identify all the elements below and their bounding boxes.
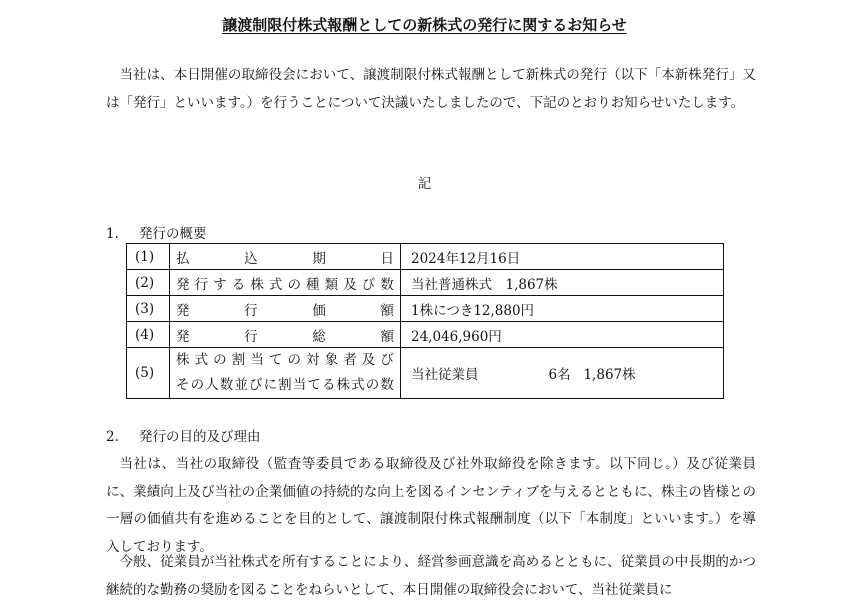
- row-index: (5): [127, 348, 170, 399]
- row-label-char: 割: [231, 352, 246, 368]
- row-label-char: て: [307, 377, 321, 393]
- row-label-char: る: [231, 276, 246, 293]
- allottee-count: 6名: [548, 367, 571, 383]
- row-value: [401, 348, 724, 399]
- row-label-char: 発: [176, 328, 190, 345]
- row-label: [170, 322, 401, 348]
- reason-paragraph: 今般、従業員が当社株式を所有することにより、経営参画意識を高めるとともに、従業員の中長期的かつ継続的な勤務の奨励を図ることをねらいとして、本日開催の取締役会において、当社従業員に: [106, 554, 756, 598]
- row-label-char: の: [287, 276, 301, 293]
- row-label-char: 額: [380, 328, 394, 345]
- row-label-char: 対: [306, 352, 320, 368]
- allotted-shares: 1,867株: [583, 367, 636, 383]
- row-label-char: 行: [244, 302, 258, 319]
- table-row: [127, 270, 724, 296]
- section-1-heading: [106, 222, 207, 242]
- row-label-char: 日: [380, 250, 394, 267]
- row-label-char: 発: [176, 302, 190, 319]
- row-index: (2): [127, 270, 170, 296]
- row-label-char: 行: [194, 276, 209, 293]
- row-label-line: [176, 373, 394, 398]
- row-label-char: の: [287, 352, 301, 368]
- section-number: 2.: [106, 429, 119, 445]
- row-label-char: 数: [380, 377, 394, 393]
- row-label-char: 行: [244, 328, 258, 345]
- row-label-char: 数: [380, 276, 394, 293]
- row-label-char: 当: [292, 377, 307, 393]
- row-value: 2024年12月16日: [401, 244, 724, 270]
- row-label-char: 総: [312, 328, 326, 345]
- row-label-char: 人: [205, 377, 219, 393]
- row-label: [170, 270, 401, 296]
- row-label-char: 数: [219, 377, 234, 393]
- row-label-char: 株: [176, 352, 190, 368]
- section-title: 発行の概要: [139, 226, 207, 242]
- row-label-char: 式: [351, 377, 365, 393]
- row-value: 当社普通株式 1,867株: [401, 270, 724, 296]
- row-label-char: び: [361, 276, 376, 293]
- row-label-char: に: [263, 377, 278, 393]
- row-label: [170, 244, 401, 270]
- row-label-char: 割: [278, 377, 292, 393]
- row-label-char: す: [213, 276, 227, 293]
- row-label-char: 株: [250, 276, 264, 293]
- row-label-char: び: [248, 377, 263, 393]
- page-title: 譲渡制限付株式報酬としての新株式の発行に関するお知らせ: [222, 16, 627, 34]
- row-label-char: 種: [306, 276, 320, 293]
- row-label-char: 者: [343, 352, 357, 368]
- table-row: [127, 244, 724, 270]
- row-label-char: の: [190, 377, 205, 393]
- row-label-char: 類: [324, 276, 339, 293]
- row-value: 24,046,960円: [401, 322, 724, 348]
- row-label-char: 額: [380, 302, 394, 319]
- intro-paragraph: 当社は、本日開催の取締役会において、譲渡制限付株式報酬として新株式の発行（以下「本新株発行」又は「発行」といいます。）を行うことについて決議いたしましたので、下記のとおりお知らせいたします。: [106, 67, 756, 111]
- row-label-char: 象: [324, 352, 339, 368]
- issuance-outline-table: [126, 243, 724, 399]
- row-label: [170, 296, 401, 322]
- section-number: 1.: [106, 226, 119, 242]
- row-label-char: 発: [176, 276, 190, 293]
- section-title: 発行の目的及び理由: [139, 429, 261, 445]
- row-value: 1株につき12,880円: [401, 296, 724, 322]
- allottee-target: 当社従業員: [411, 367, 479, 383]
- row-label-char: る: [321, 377, 336, 393]
- row-label-char: の: [365, 377, 380, 393]
- row-label-char: 及: [361, 352, 376, 368]
- row-index: (3): [127, 296, 170, 322]
- section-2-heading: [106, 425, 261, 445]
- row-label-char: 及: [343, 276, 357, 293]
- row-label-char: 込: [244, 250, 258, 267]
- row-label-char: 払: [176, 250, 190, 267]
- purpose-paragraph: 当社は、当社の取締役（監査等委員である取締役及び社外取締役を除きます。以下同じ。）及び従業員に、業績向上及び当社の企業価値の持続的な向上を図るインセンティブを与えるとともに、株主の皆様との一層の価値共有を進めることを目的として、譲渡制限付株式報酬制度（以下「本制度」といいます。）を導入しております。: [106, 456, 756, 555]
- row-label-char: 当: [250, 352, 264, 368]
- row-index: (1): [127, 244, 170, 270]
- row-label-char: そ: [176, 377, 190, 393]
- table-row: [127, 348, 724, 399]
- row-label-char: び: [380, 352, 394, 368]
- row-index: (4): [127, 322, 170, 348]
- row-label-char: 株: [336, 377, 351, 393]
- row-label-char: 期: [312, 250, 326, 267]
- table-row: [127, 322, 724, 348]
- row-label-char: 価: [312, 302, 326, 319]
- row-label-line: [176, 348, 394, 373]
- row-label-char: の: [213, 352, 227, 368]
- row-label-char: て: [268, 352, 283, 368]
- row-label-char: 式: [268, 276, 283, 293]
- row-label: [170, 348, 401, 399]
- ki-heading: 記: [417, 176, 432, 192]
- table-row: [127, 296, 724, 322]
- row-label-char: 式: [194, 352, 209, 368]
- row-label-char: 並: [234, 377, 248, 393]
